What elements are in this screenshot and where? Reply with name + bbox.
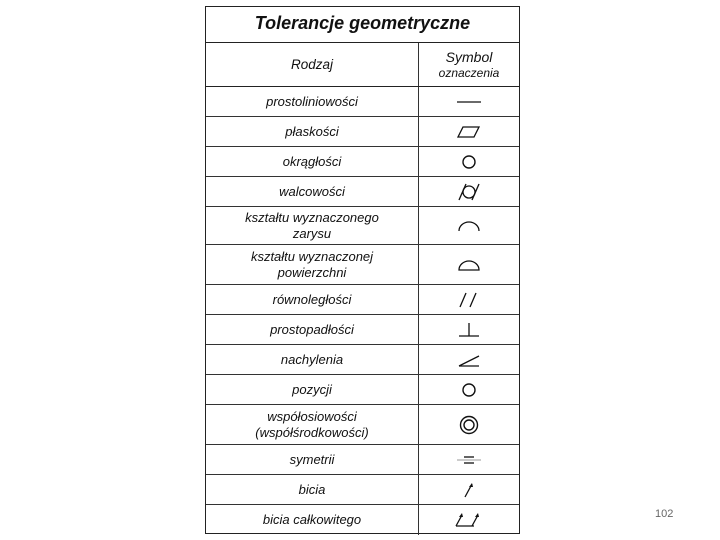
- table-row: [206, 285, 519, 315]
- flatness-icon: [419, 117, 519, 146]
- table-row: [206, 505, 519, 535]
- row-label: pozycji: [206, 375, 419, 404]
- row-label: płaskości: [206, 117, 419, 146]
- row-label: równoległości: [206, 285, 419, 314]
- concentricity-icon: [419, 405, 519, 444]
- header-kind: Rodzaj: [206, 43, 419, 86]
- table-row: [206, 315, 519, 345]
- page-number: 102: [655, 508, 674, 520]
- table-row: [206, 375, 519, 405]
- table-title: Tolerancje geometryczne: [206, 7, 519, 43]
- table-row: [206, 445, 519, 475]
- total-runout-icon: [419, 505, 519, 535]
- header-symbol-line1: Symbol: [445, 48, 493, 65]
- table-row: [206, 245, 519, 285]
- row-label: kształtu wyznaczonego zarysu: [206, 207, 419, 244]
- row-label: kształtu wyznaczonej powierzchni: [206, 245, 419, 284]
- position-icon: [419, 375, 519, 404]
- circularity-icon: [419, 147, 519, 176]
- parallelism-icon: [419, 285, 519, 314]
- row-label: prostopadłości: [206, 315, 419, 344]
- line-profile-icon: [419, 207, 519, 244]
- tolerances-table: [205, 6, 520, 534]
- table-row: [206, 475, 519, 505]
- table-header-row: [206, 43, 519, 87]
- table-row: [206, 117, 519, 147]
- header-symbol: [419, 43, 519, 86]
- table-row: [206, 87, 519, 117]
- cylindricity-icon: [419, 177, 519, 206]
- table-row: [206, 147, 519, 177]
- row-label: współosiowości (współśrodkowości): [206, 405, 419, 444]
- circular-runout-icon: [419, 475, 519, 504]
- symmetry-icon: [419, 445, 519, 474]
- angularity-icon: [419, 345, 519, 374]
- table-row: [206, 177, 519, 207]
- perpendicularity-icon: [419, 315, 519, 344]
- table-row: [206, 345, 519, 375]
- table-row: [206, 405, 519, 445]
- row-label: bicia całkowitego: [206, 505, 419, 535]
- row-label: okrągłości: [206, 147, 419, 176]
- row-label: prostoliniowości: [206, 87, 419, 116]
- table-row: [206, 207, 519, 245]
- header-symbol-line2: oznaczenia: [438, 65, 500, 80]
- row-label: walcowości: [206, 177, 419, 206]
- row-label: symetrii: [206, 445, 419, 474]
- straightness-icon: [419, 87, 519, 116]
- row-label: nachylenia: [206, 345, 419, 374]
- row-label: bicia: [206, 475, 419, 504]
- surface-profile-icon: [419, 245, 519, 284]
